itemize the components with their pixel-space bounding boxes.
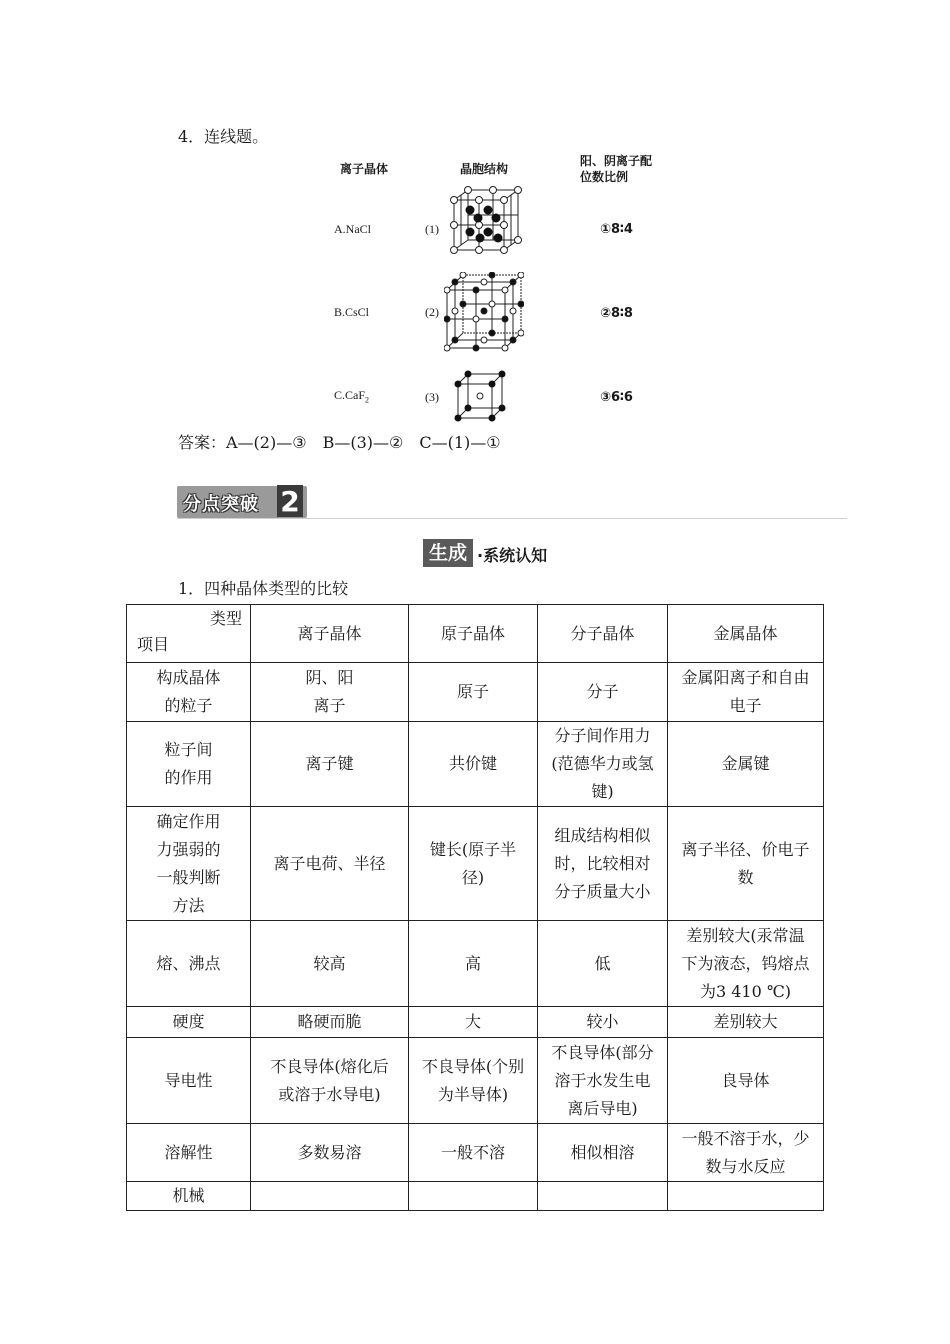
row-label-cell [127, 807, 251, 921]
table-header-cell: 金属晶体 [668, 605, 824, 663]
col-header-ionic: 离子晶体 [340, 162, 389, 176]
row-label-line: 溶解性 [164, 1142, 213, 1162]
table-cell [668, 722, 824, 807]
row-label-line: 一般判断 [156, 867, 221, 887]
cell-line: 略硬而脆 [297, 1012, 362, 1031]
comparison-table [126, 604, 824, 1211]
cell-line: 多数易溶 [297, 1142, 362, 1162]
table-cell [251, 1007, 409, 1038]
table-row [127, 663, 824, 722]
cell-line: 数与水反应 [705, 1156, 786, 1176]
cell-line: 离后导电) [567, 1098, 638, 1118]
cell-line: 离子电荷、半径 [273, 853, 386, 873]
cell-line: 为3 410 ℃) [699, 981, 792, 1001]
cell-line: 组成结构相似 [554, 825, 651, 845]
table-cell [668, 921, 824, 1007]
cell-line: 离子 [313, 696, 346, 715]
match-ratio-3: ③6∶6 [600, 390, 633, 405]
table-cell [668, 1038, 824, 1124]
divider [177, 518, 847, 519]
table-cell [538, 921, 668, 1007]
table-header-cell: 原子晶体 [409, 605, 538, 663]
cell-line: 或溶于水导电) [278, 1084, 381, 1104]
table-cell [251, 663, 409, 722]
match-num-2: (2) [425, 305, 439, 319]
cell-line: 不良导体(熔化后 [270, 1056, 389, 1076]
row-label-cell [127, 722, 251, 807]
cell-line: 溶于水发生电 [554, 1070, 651, 1090]
table-cell [668, 1182, 824, 1211]
cell-line: 离子半径、价电子 [681, 839, 810, 859]
table-cell [538, 1038, 668, 1124]
cell-line: 较小 [586, 1012, 619, 1031]
table-row [127, 807, 824, 921]
table-cell [668, 663, 824, 722]
table-cell [409, 1007, 538, 1038]
cell-line: (范德华力或氢 [551, 754, 654, 773]
table-cell [409, 1124, 538, 1182]
table-cell [251, 921, 409, 1007]
cell-line: 下为液态，钨熔点 [681, 953, 810, 973]
table-row [127, 722, 824, 807]
table-cell [409, 1038, 538, 1124]
cell-line: 一般不溶于水，少 [681, 1128, 810, 1148]
table-cell [538, 807, 668, 921]
table-cell [251, 807, 409, 921]
cell-line: 差别较大 [713, 1012, 778, 1031]
corner-top-label: 类型 [209, 609, 242, 628]
row-label-line: 熔、沸点 [156, 953, 221, 973]
cell-line: 分子 [586, 682, 619, 701]
row-label-line: 粒子间 [164, 740, 213, 759]
section-badge: 生成 [423, 539, 473, 567]
row-label-cell [127, 1007, 251, 1038]
cell-line: 共价键 [448, 754, 497, 773]
table-row [127, 1124, 824, 1182]
match-num-1: (1) [425, 222, 439, 236]
match-ratio-1: ①8∶4 [600, 222, 633, 237]
cell-line: 分子质量大小 [554, 881, 651, 901]
row-label-line: 硬度 [172, 1012, 205, 1031]
cell-line: 键长(原子半 [429, 839, 517, 859]
table-cell [668, 807, 824, 921]
table-cell [538, 722, 668, 807]
cell-line: 金属阳离子和自由 [681, 668, 810, 687]
match-name-b: B.CsCl [334, 305, 370, 319]
cell-line: 大 [464, 1012, 481, 1031]
cell-line: 一般不溶 [440, 1142, 505, 1162]
corner-bottom-label: 项目 [137, 635, 170, 654]
cell-line: 阴、阳 [305, 668, 354, 687]
row-label-line: 构成晶体 [156, 668, 221, 687]
col-header-structure: 晶胞结构 [460, 162, 509, 176]
row-label-cell [127, 1124, 251, 1182]
table-cell [409, 921, 538, 1007]
cell-line: 电子 [729, 696, 762, 715]
cell-line: 不良导体(个别 [421, 1056, 525, 1076]
cell-line: 径) [461, 867, 485, 887]
table-corner-cell [127, 605, 251, 663]
banner-text: 分点突破 [183, 494, 259, 515]
table-cell [251, 1124, 409, 1182]
crystal-structure-2-diagram [444, 272, 524, 352]
col-header-ratio-2: 位数比例 [580, 170, 629, 184]
table-cell [409, 663, 538, 722]
table-cell [409, 807, 538, 921]
cell-line: 差别较大(汞常温 [686, 925, 805, 945]
crystal-structure-1-diagram [450, 186, 522, 256]
table-row [127, 1182, 824, 1211]
table-cell [409, 722, 538, 807]
table-cell [409, 1182, 538, 1211]
cell-line: 分子间作用力 [554, 726, 651, 745]
cell-line: 原子 [456, 682, 489, 701]
table-cell [538, 1007, 668, 1038]
answer-line: 答案：A—(2)—③ B—(3)—② C—(1)—① [178, 433, 501, 452]
row-label-cell [127, 1038, 251, 1124]
banner-number: 2 [277, 485, 303, 517]
subheading: 1．四种晶体类型的比较 [178, 579, 349, 598]
cell-line: 离子键 [305, 754, 354, 773]
table-cell [538, 1124, 668, 1182]
cell-line: 较高 [313, 953, 346, 973]
table-cell [538, 1182, 668, 1211]
row-label-line: 力强弱的 [156, 839, 221, 859]
row-label-cell [127, 921, 251, 1007]
row-label-line: 确定作用 [156, 811, 221, 831]
match-name-a: A.NaCl [334, 222, 371, 236]
row-label-line: 的粒子 [164, 696, 213, 715]
cell-line: 相似相溶 [570, 1142, 635, 1162]
cell-line: 键) [591, 782, 614, 801]
cell-line: 不良导体(部分 [551, 1042, 654, 1062]
cell-line: 数 [737, 867, 754, 887]
table-header-cell: 离子晶体 [251, 605, 409, 663]
row-label-cell [127, 1182, 251, 1211]
col-header-ratio-1: 阳、阴离子配 [580, 154, 653, 168]
cell-line: 低 [594, 953, 611, 973]
match-ratio-2: ②8∶8 [600, 306, 633, 321]
table-row [127, 921, 824, 1007]
question-title: 4．连线题。 [178, 127, 269, 146]
table-cell [251, 722, 409, 807]
cell-line: 良导体 [721, 1070, 770, 1090]
crystal-structure-3-diagram [454, 370, 506, 422]
table-cell [251, 1182, 409, 1211]
section-title: ·系统认知 [477, 546, 548, 565]
row-label-line: 方法 [172, 895, 205, 915]
table-cell [668, 1124, 824, 1182]
table-row [127, 1007, 824, 1038]
match-num-3: (3) [425, 390, 439, 404]
table-header-cell: 分子晶体 [538, 605, 668, 663]
table-cell [251, 1038, 409, 1124]
row-label-line: 机械 [172, 1186, 205, 1205]
table-row [127, 1038, 824, 1124]
row-label-line: 的作用 [164, 768, 213, 787]
table-cell [538, 663, 668, 722]
table-header-row [127, 605, 824, 663]
cell-line: 为半导体) [437, 1084, 509, 1104]
cell-line: 金属键 [721, 754, 770, 773]
cell-line: 时，比较相对 [554, 853, 651, 873]
cell-line: 高 [464, 953, 481, 973]
section-banner [177, 486, 307, 518]
table-cell [668, 1007, 824, 1038]
row-label-line: 导电性 [164, 1070, 213, 1090]
match-name-c: C.CaF$_2$ [334, 388, 370, 405]
row-label-cell [127, 663, 251, 722]
